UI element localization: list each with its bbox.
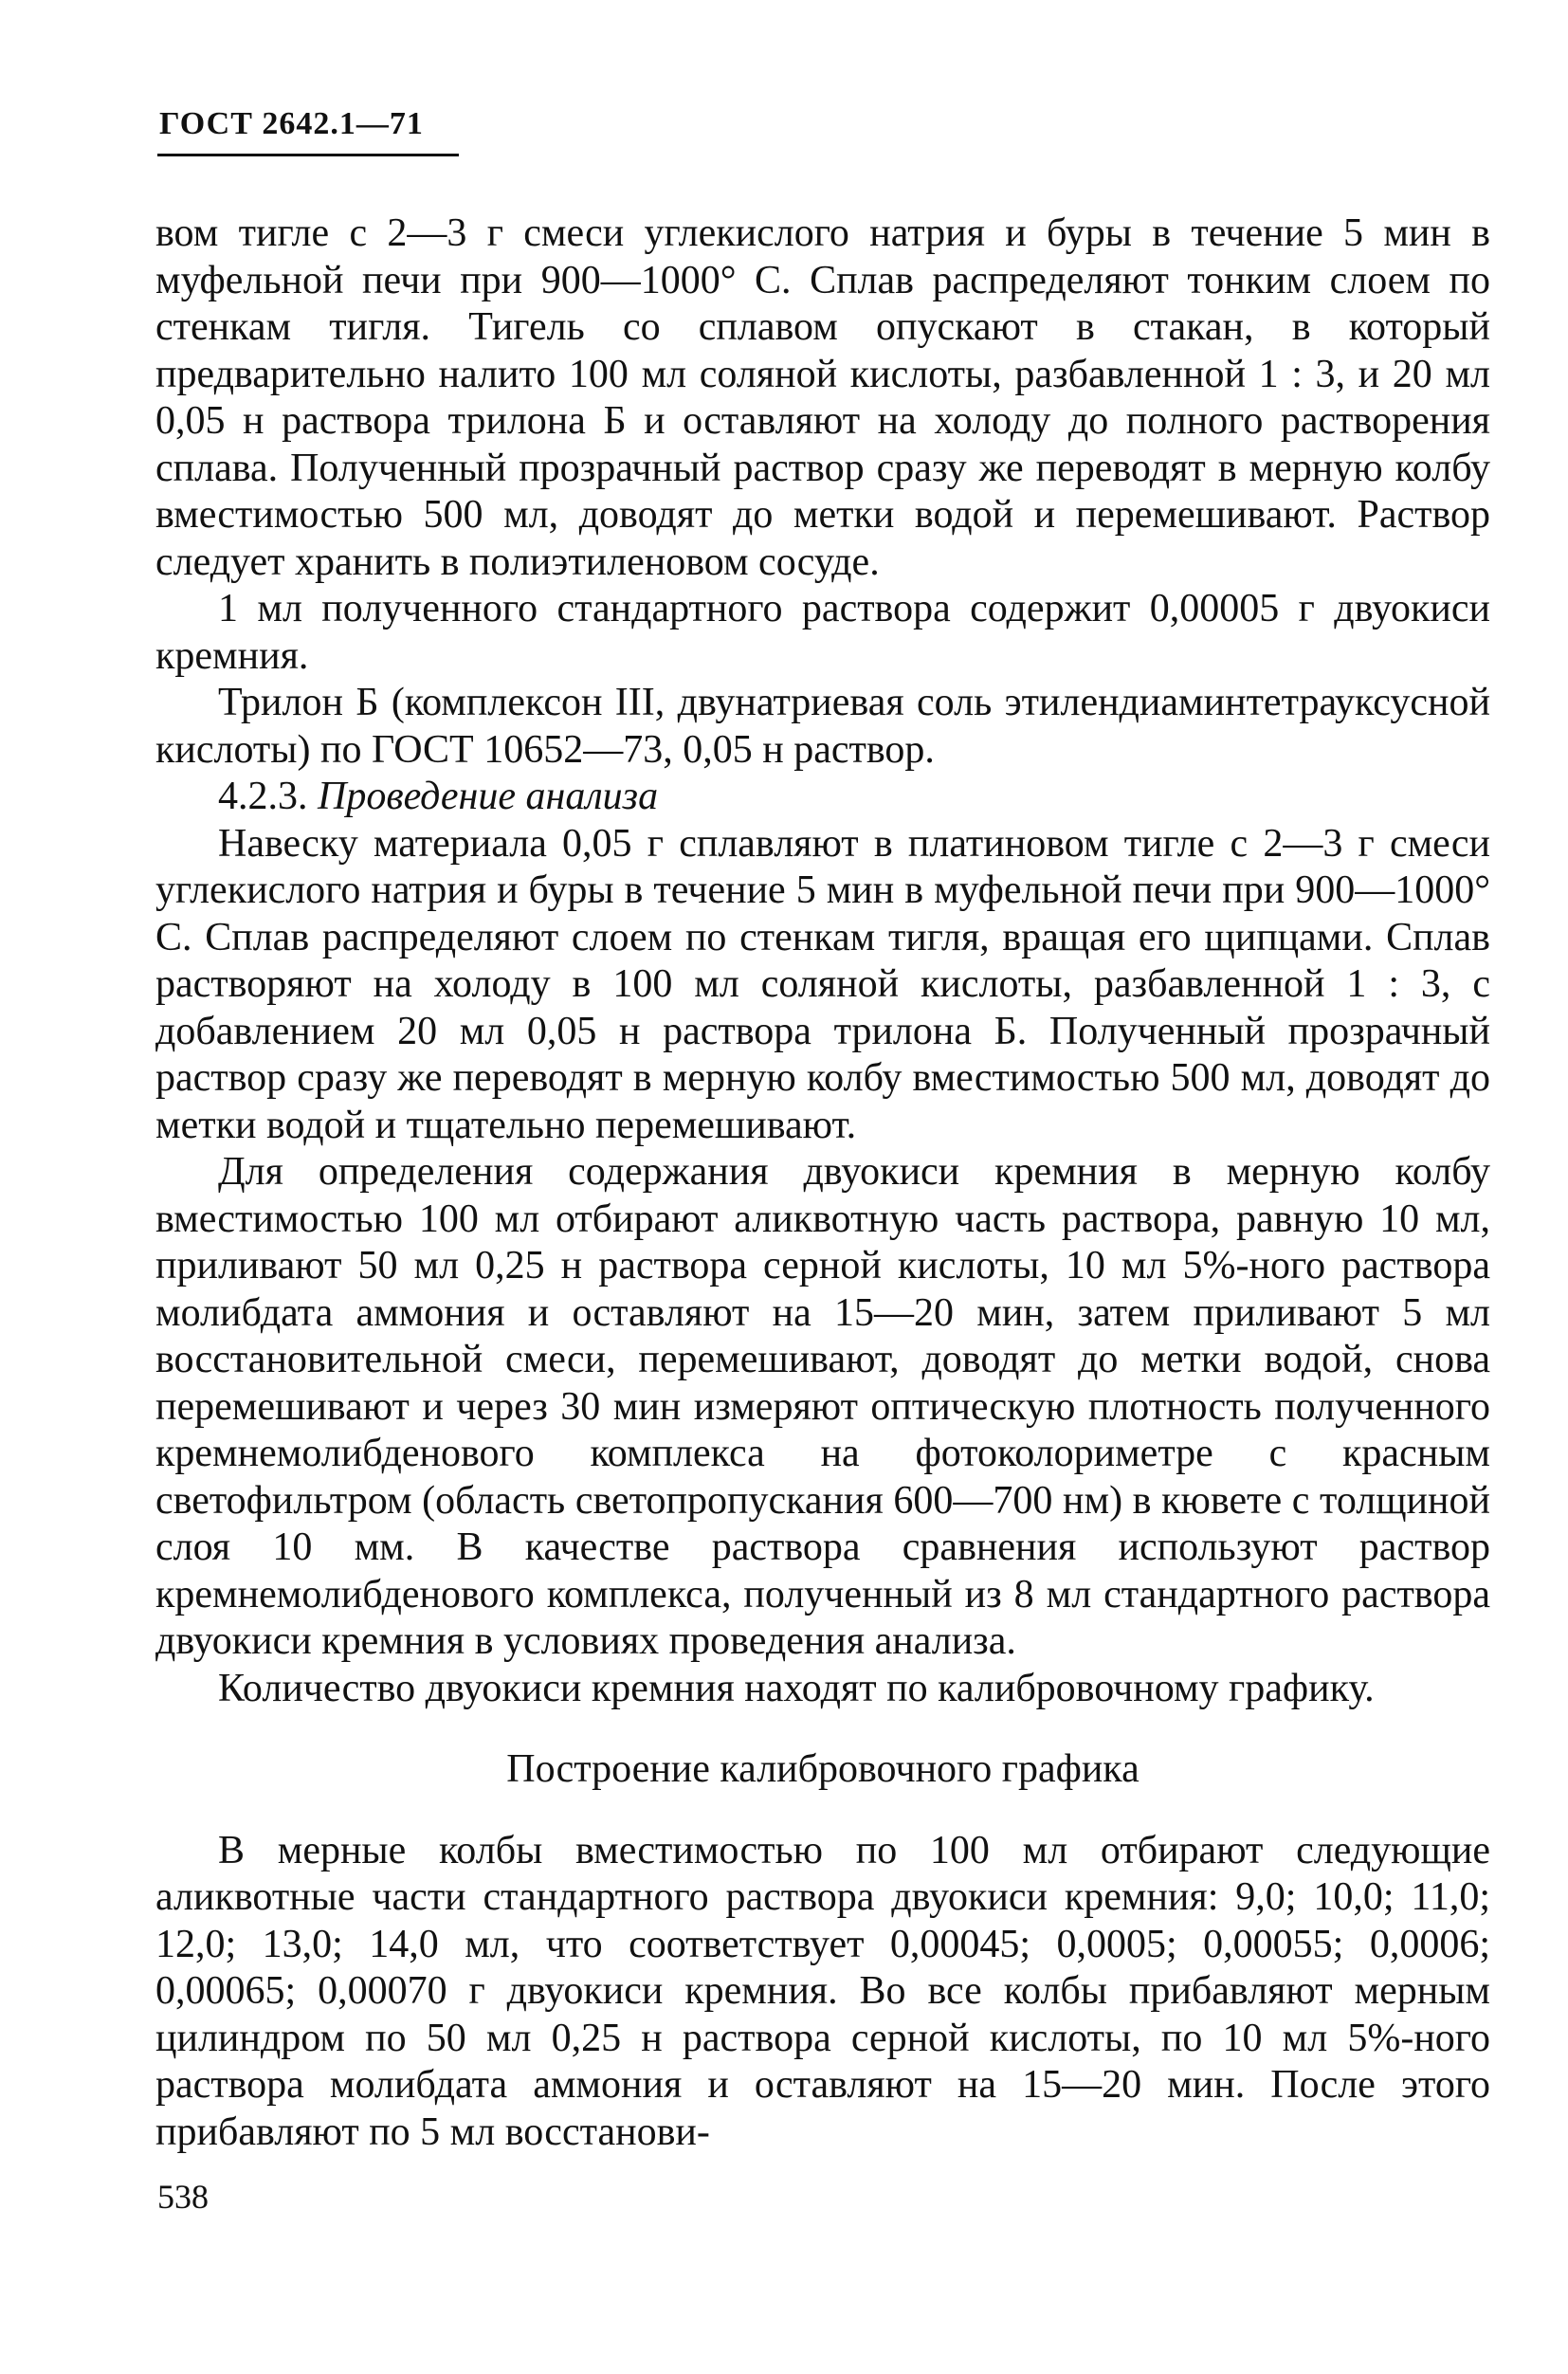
section-title: Проведение анализа bbox=[318, 775, 659, 818]
paragraph-sample-fusion: Навеску материала 0,05 г сплавляют в платиновом тигле с 2—3 г смеси углекислого натрия и буры в течение 5 мин в муфельной печи при 900—1000° С. Сплав распределяют слоем по стенкам тигля, вращая его щипцами. Сплав растворяют на холоду в 100 мл соляной кислоты, разбавленной 1 : 3, с добавлением 20 мл 0,05 н раствора трилона Б. Полученный прозрачный раствор сразу же переводят в мерную колбу вместимостью 500 мл, доводят до метки водой и тщательно перемешивают. bbox=[155, 821, 1490, 1147]
page-number: 538 bbox=[157, 2178, 209, 2216]
paragraph-continued: вом тигле с 2—3 г смеси углекислого натрия и буры в течение 5 мин в муфельной печи при 900—1000° С. Сплав распределяют тонким слоем по стенкам тигля. Тигель со сплавом опускают в стакан, в который предварительно налито 100 мл соляной кислоты, разбавленной 1 : 3, и 20 мл 0,05 н раствора трилона Б и оставляют на холоду до полного растворения сплава. Полученный прозрачный раствор сразу же переводят в мерную колбу вместимостью 500 мл, доводят до метки водой и перемешивают. Раствор следует хранить в полиэтиленовом сосуде. bbox=[155, 211, 1490, 584]
paragraph-calibration-reference: Количество двуокиси кремния находят по калибровочному графику. bbox=[218, 1666, 1375, 1710]
header-rule bbox=[157, 154, 459, 156]
calibration-subheading: Построение калибровочного графика bbox=[506, 1747, 1140, 1791]
section-heading bbox=[155, 774, 1490, 821]
paragraph-calibration-procedure: В мерные колбы вместимостью по 100 мл отбирают следующие аликвотные части стандартного раствора двуокиси кремния: 9,0; 10,0; 11,0; 12,0; 13,0; 14,0 мл, что соответствует 0,00045; 0,0005; 0,00055; 0,0006; 0,00065; 0,00070 г двуокиси кремния. Во все колбы прибавляют мерным цилиндром по 50 мл 0,25 н раствора серной кислоты, по 10 мл 5%-ного раствора молибдата аммония и оставляют на 15—20 мин. После этого прибавляют по 5 мл восстанови- bbox=[155, 1828, 1490, 2154]
paragraph-solution-content: 1 мл полученного стандартного раствора содержит 0,00005 г двуокиси кремния. bbox=[155, 587, 1490, 678]
paragraph-trilon: Трилон Б (комплексон III, двунатриевая соль этилендиаминтетрауксусной кислоты) по ГОСТ 10652—73, 0,05 н раствор. bbox=[155, 681, 1490, 772]
paragraph-determination: Для определения содержания двуокиси кремния в мерную колбу вместимостью 100 мл отбирают аликвотную часть раствора, равную 10 мл, приливают 50 мл 0,25 н раствора серной кислоты, 10 мл 5%-ного раствора молибдата аммония и оставляют на 15—20 мин, затем приливают 5 мл восстановительной смеси, перемешивают, доводят до метки водой, снова перемешивают и через 30 мин измеряют оптическую плотность полученного кремнемолибденового комплекса на фотоколориметре с красным светофильтром (область светопропускания 600—700 нм) в кювете с толщиной слоя 10 мм. В качестве раствора сравнения используют раствор кремнемолибденового комплекса, полученный из 8 мл стандартного раствора двуокиси кремния в условиях проведения анализа. bbox=[155, 1150, 1490, 1663]
standard-header: ГОСТ 2642.1—71 bbox=[159, 106, 424, 141]
section-number: 4.2.3. bbox=[218, 775, 308, 818]
document-body bbox=[155, 210, 1490, 2156]
